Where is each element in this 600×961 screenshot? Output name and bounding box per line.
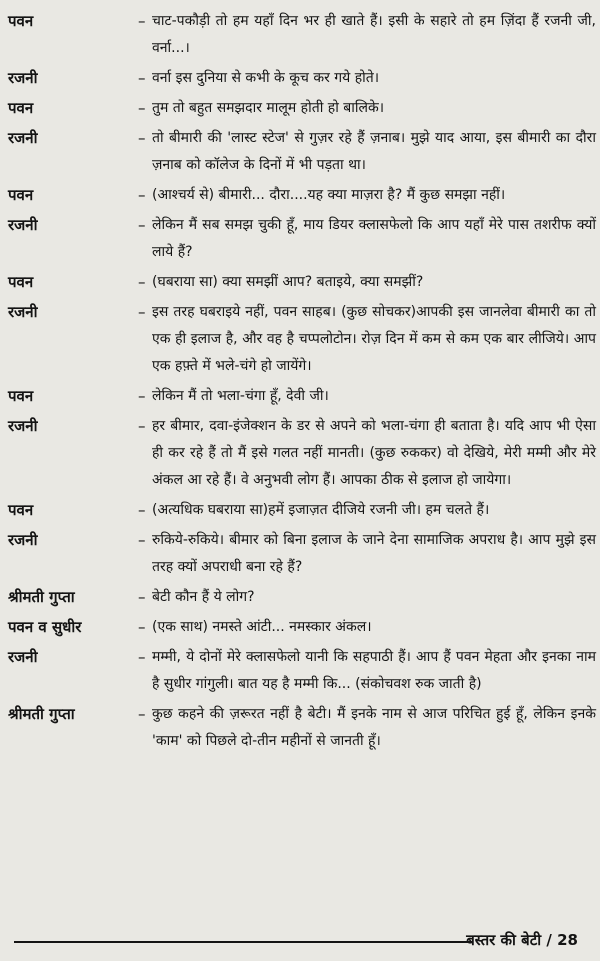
speaker-dash: –: [138, 69, 146, 87]
speaker-name: पवन: [8, 186, 34, 204]
speaker-name: रजनी: [8, 531, 38, 549]
dialogue-text: बेटी कौन हैं ये लोग?: [152, 589, 255, 605]
speaker-name: पवन: [8, 501, 34, 519]
dialogue-entry: [8, 527, 596, 581]
dialogue-entry: [8, 269, 596, 296]
dialogue-entry: [8, 8, 596, 62]
speaker-name: रजनी: [8, 303, 38, 321]
speaker-dash: –: [138, 387, 146, 405]
speaker-dash: –: [138, 705, 146, 723]
speaker-dash: –: [138, 531, 146, 549]
page-number: 28: [557, 931, 578, 949]
dialogue-text: लेकिन मैं सब समझ चुकी हूँ, माय डियर क्लासफेलो कि आप यहाँ मेरे पास तशरीफ क्यों लाये हैं?: [152, 217, 596, 260]
footer-rule: [14, 941, 472, 943]
dialogue-entry: [8, 644, 596, 698]
dialogue-text: मम्मी, ये दोनों मेरे क्लासफेलो यानी कि सहपाठी हैं। आप हैं पवन मेहता और इनका नाम है सुधीर गांगुली। बात यह है मम्मी कि... (संकोचवश रुक जाती है): [152, 649, 596, 692]
page-footer: [466, 928, 578, 952]
speaker-dash: –: [138, 129, 146, 147]
speaker-name: रजनी: [8, 417, 38, 435]
dialogue-entry: [8, 614, 596, 641]
dialogue-entry: [8, 299, 596, 380]
speaker-name: रजनी: [8, 216, 38, 234]
footer-separator: /: [546, 931, 558, 949]
dialogue-text: (घबराया सा) क्या समझीं आप? बताइये, क्या समझीं?: [152, 274, 424, 290]
dialogue-entry: [8, 212, 596, 266]
speaker-name: पवन: [8, 387, 34, 405]
book-title: बस्तर की बेटी: [466, 931, 542, 949]
dialogue-entry: [8, 383, 596, 410]
speaker-dash: –: [138, 648, 146, 666]
speaker-name: पवन: [8, 273, 34, 291]
speaker-dash: –: [138, 12, 146, 30]
dialogue-entry: [8, 584, 596, 611]
speaker-name: रजनी: [8, 648, 38, 666]
speaker-name: रजनी: [8, 69, 38, 87]
dialogue-entry: [8, 701, 596, 755]
dialogue-list: [8, 8, 596, 758]
dialogue-entry: [8, 95, 596, 122]
speaker-name: रजनी: [8, 129, 38, 147]
speaker-name: पवन: [8, 12, 34, 30]
dialogue-entry: [8, 497, 596, 524]
speaker-dash: –: [138, 99, 146, 117]
speaker-dash: –: [138, 417, 146, 435]
speaker-name: पवन व सुधीर: [8, 618, 82, 636]
speaker-dash: –: [138, 588, 146, 606]
speaker-dash: –: [138, 273, 146, 291]
speaker-dash: –: [138, 501, 146, 519]
dialogue-text: रुकिये-रुकिये। बीमार को बिना इलाज के जाने देना सामाजिक अपराध है। आप मुझे इस तरह क्यों अपराधी बना रहे हैं?: [152, 532, 596, 575]
dialogue-entry: [8, 413, 596, 494]
dialogue-text: चाट-पकौड़ी तो हम यहाँ दिन भर ही खाते हैं। इसी के सहारे तो हम ज़िंदा हैं रजनी जी, वर्ना...।: [152, 13, 596, 56]
dialogue-entry: [8, 125, 596, 179]
dialogue-text: इस तरह घबराइये नहीं, पवन साहब। (कुछ सोचकर)आपकी इस जानलेवा बीमारी का तो एक ही इलाज है, और वह है चप्पलोटोन। रोज़ दिन में कम से कम एक बार लीजिये। आप एक हफ़्ते में भले-चंगे हो जायेंगे।: [152, 304, 596, 374]
dialogue-text: (अत्यधिक घबराया सा)हमें इजाज़त दीजिये रजनी जी। हम चलते हैं।: [152, 502, 490, 518]
dialogue-text: वर्ना इस दुनिया से कभी के कूच कर गये होते।: [152, 70, 380, 86]
dialogue-text: (एक साथ) नमस्ते आंटी... नमस्कार अंकल।: [152, 619, 372, 635]
dialogue-entry: [8, 182, 596, 209]
dialogue-text: तो बीमारी की 'लास्ट स्टेज' से गुज़र रहे हैं ज़नाब। मुझे याद आया, इस बीमारी का दौरा ज़नाब को कॉलेज के दिनों में भी पड़ता था।: [152, 130, 596, 173]
dialogue-text: तुम तो बहुत समझदार मालूम होती हो बालिके।: [152, 100, 385, 116]
speaker-name: श्रीमती गुप्ता: [8, 705, 75, 723]
speaker-dash: –: [138, 303, 146, 321]
speaker-dash: –: [138, 186, 146, 204]
speaker-dash: –: [138, 618, 146, 636]
dialogue-entry: [8, 65, 596, 92]
dialogue-text: हर बीमार, दवा-इंजेक्शन के डर से अपने को भला-चंगा ही बताता है। यदि आप भी ऐसा ही कर रहे हैं तो मैं इसे गलत नहीं मानती। (कुछ रुककर) वो देखिये, मेरी मम्मी और मेरे अंकल आ रहे हैं। वे अनुभवी लोग हैं। आपका ठीक से इलाज हो जायेगा।: [152, 418, 596, 488]
dialogue-text: (आश्चर्य से) बीमारी... दौरा....यह क्या माज़रा है? मैं कुछ समझा नहीं।: [152, 187, 506, 203]
speaker-name: श्रीमती गुप्ता: [8, 588, 75, 606]
dialogue-text: कुछ कहने की ज़रूरत नहीं है बेटी। मैं इनके नाम से आज परिचित हुई हूँ, लेकिन इनके 'काम' को पिछले दो-तीन महीनों से जानती हूँ।: [152, 706, 596, 749]
speaker-name: पवन: [8, 99, 34, 117]
speaker-dash: –: [138, 216, 146, 234]
dialogue-text: लेकिन मैं तो भला-चंगा हूँ, देवी जी।: [152, 388, 329, 404]
